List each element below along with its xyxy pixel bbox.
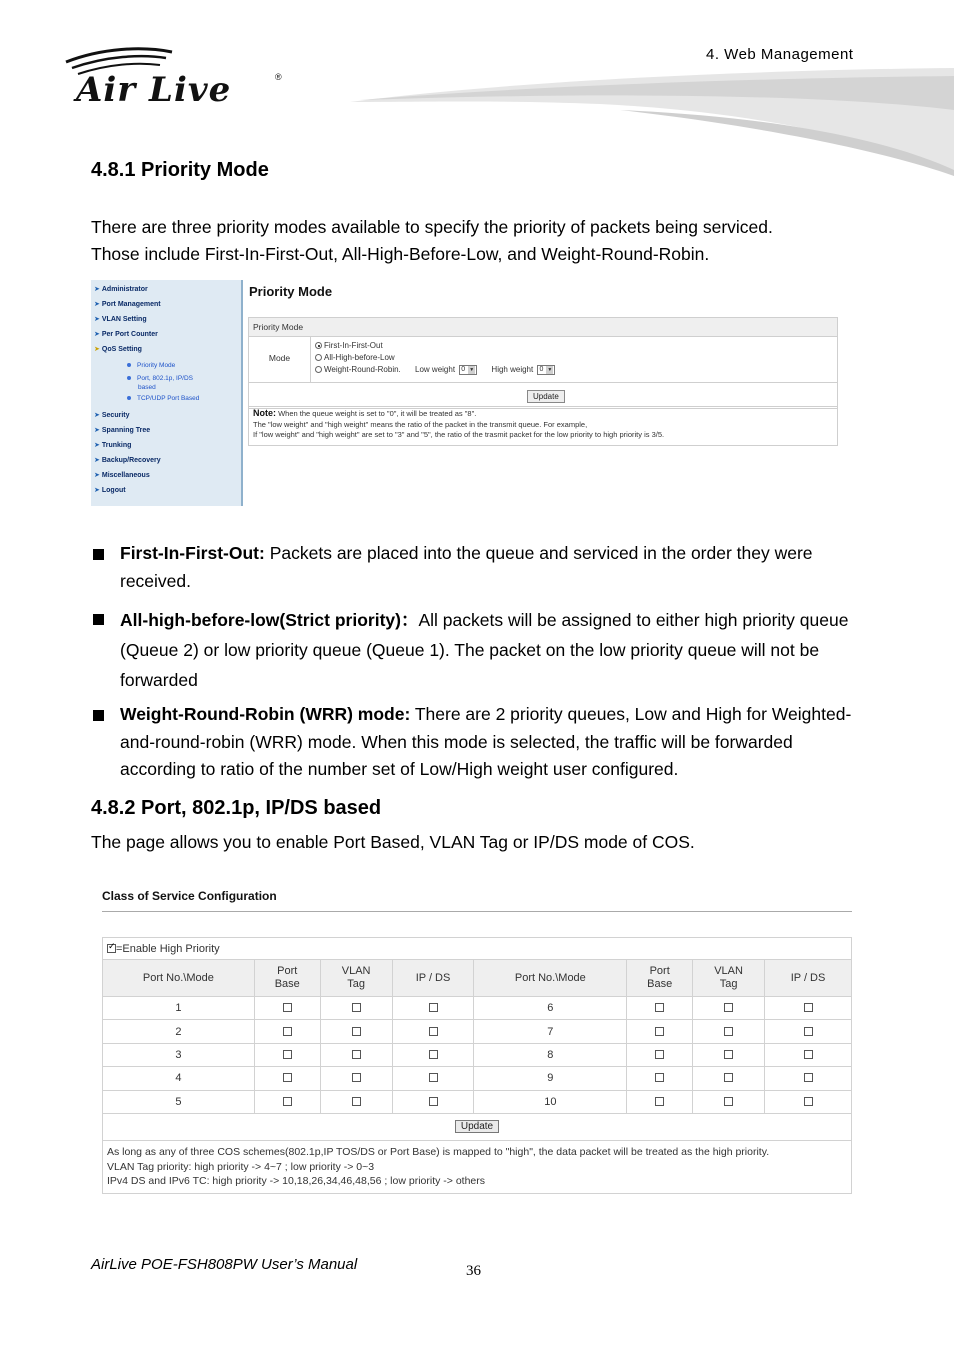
dropdown-arrow-icon: ▼ [547, 366, 553, 373]
nav-item-miscellaneous[interactable]: ➤ Miscellaneous [94, 472, 150, 479]
cos-update-row [103, 1113, 852, 1140]
cos-config-panel [102, 937, 852, 1194]
arrow-icon: ➤ [94, 412, 100, 419]
vlan-tag-checkbox[interactable] [724, 1097, 733, 1106]
cos-config-table [102, 937, 852, 1194]
nav-item-per-port-counter[interactable]: ➤ Per Port Counter [94, 331, 158, 338]
low-weight-label: Low weight [415, 365, 456, 374]
vlan-tag-checkbox[interactable] [724, 1027, 733, 1036]
port-base-checkbox[interactable] [283, 1073, 292, 1082]
nav-item-trunking[interactable]: ➤ Trunking [94, 442, 132, 449]
port-base-checkbox[interactable] [283, 1097, 292, 1106]
header-vlan-tag: VLAN Tag [320, 960, 392, 997]
port-number: 2 [103, 1020, 255, 1043]
header-ip-ds: IP / DS [392, 960, 474, 997]
note-line-2: The "low weight" and "high weight" means the ratio of the packet in the transmit queue. For example, [253, 419, 588, 429]
enable-high-priority-checkbox[interactable] [107, 944, 116, 953]
bullet-wrr-term: Weight-Round-Robin (WRR) mode: [120, 704, 411, 724]
port-base-checkbox[interactable] [283, 1027, 292, 1036]
enable-high-priority-label: =Enable High Priority [116, 942, 220, 955]
port-base-checkbox[interactable] [655, 1050, 664, 1059]
bullet-fifo-desc: Packets are placed into the queue and serviced in the order they were received. [120, 543, 813, 591]
bullet-strict-priority [91, 605, 871, 695]
ip-ds-checkbox[interactable] [804, 1097, 813, 1106]
cos-config-title: Class of Service Configuration [102, 889, 277, 903]
header-port-no: Port No.\Mode [103, 960, 255, 997]
low-weight-select[interactable]: 0 ▼ [459, 365, 477, 375]
arrow-icon: ➤ [94, 346, 100, 353]
priority-mode-note [248, 406, 838, 446]
bullet-fifo [91, 540, 871, 595]
note-label: Note: [253, 408, 276, 418]
port-base-checkbox[interactable] [283, 1050, 292, 1059]
table-row [103, 997, 852, 1020]
cos-note-line-1: As long as any of three COS schemes(802.1p,IP TOS/DS or Port Base) is mapped to "high", the data packet will be treated as the high priority. [107, 1146, 770, 1159]
port-number: 7 [474, 1020, 627, 1043]
footer-manual-title: AirLive POE-FSH808PW User’s Manual [91, 1256, 358, 1273]
port-base-checkbox[interactable] [655, 1027, 664, 1036]
square-bullet-icon [93, 549, 104, 560]
radio-all-high[interactable] [315, 354, 322, 361]
port-number: 8 [474, 1043, 627, 1066]
option-all-high-before-low[interactable]: All-High-before-Low [315, 352, 833, 364]
port-number: 5 [103, 1090, 255, 1113]
nav-item-qos-setting[interactable]: ➤ QoS Setting [94, 346, 142, 353]
ip-ds-checkbox[interactable] [804, 1073, 813, 1082]
nav-sub-tcp-udp[interactable]: TCP/UDP Port Based [127, 395, 199, 402]
nav-item-vlan-setting[interactable]: ➤ VLAN Setting [94, 316, 147, 323]
nav-item-spanning-tree[interactable]: ➤ Spanning Tree [94, 427, 151, 434]
arrow-icon: ➤ [94, 286, 100, 293]
ip-ds-checkbox[interactable] [429, 1003, 438, 1012]
port-base-checkbox[interactable] [283, 1003, 292, 1012]
airlive-logo [62, 44, 292, 114]
nav-sidebar [91, 280, 243, 506]
note-line-3: If "low weight" and "high weight" are set to "3" and "5", the ratio of the trasmit packet for the low priority to high priority is 3/5. [253, 430, 665, 439]
nav-item-administrator[interactable]: ➤ Administrator [94, 286, 148, 293]
header-ip-ds-2: IP / DS [765, 960, 852, 997]
logo-text: Air Live [76, 70, 232, 110]
port-base-checkbox[interactable] [655, 1097, 664, 1106]
chapter-heading: 4. Web Management [706, 46, 854, 63]
high-weight-select[interactable]: 0 ▼ [537, 365, 555, 375]
dropdown-arrow-icon: ▼ [469, 366, 475, 373]
nav-item-security[interactable]: ➤ Security [94, 412, 130, 419]
section2-paragraph: The page allows you to enable Port Based, VLAN Tag or IP/DS mode of COS. [91, 832, 695, 852]
table-header-row [103, 960, 852, 997]
port-base-checkbox[interactable] [655, 1073, 664, 1082]
table-row [103, 1090, 852, 1113]
ip-ds-checkbox[interactable] [429, 1073, 438, 1082]
arrow-icon: ➤ [94, 487, 100, 494]
ip-ds-checkbox[interactable] [804, 1050, 813, 1059]
mode-options [311, 336, 837, 382]
header-port-base: Port Base [254, 960, 320, 997]
priority-mode-page-title: Priority Mode [249, 284, 333, 299]
bullet-icon [127, 376, 131, 380]
logo-registered-mark: ® [275, 72, 282, 82]
nav-item-backup-recovery[interactable]: ➤ Backup/Recovery [94, 457, 161, 464]
bullet-strict-desc: All packets will be assigned to either high priority queue (Queue 2) or low priority queue (Queue 1). The packet on the low priority queue will not be forwarded [120, 610, 849, 690]
nav-item-port-management[interactable]: ➤ Port Management [94, 301, 161, 308]
vlan-tag-checkbox[interactable] [352, 1073, 361, 1082]
nav-item-logout[interactable]: ➤ Logout [94, 487, 126, 494]
priority-mode-form [248, 317, 838, 409]
header-vlan-tag-2: VLAN Tag [693, 960, 765, 997]
vlan-tag-checkbox[interactable] [724, 1003, 733, 1012]
vlan-tag-checkbox[interactable] [352, 1050, 361, 1059]
table-row [103, 1020, 852, 1043]
enable-high-priority-row [103, 938, 852, 960]
option-wrr[interactable]: Weight-Round-Robin. Low weight 0 ▼ High weight 0 ▼ [315, 364, 833, 376]
section-title-priority-mode: 4.8.1 Priority Mode [91, 159, 269, 181]
vlan-tag-checkbox[interactable] [724, 1050, 733, 1059]
arrow-icon: ➤ [94, 331, 100, 338]
vlan-tag-checkbox[interactable] [352, 1097, 361, 1106]
cos-note-line-3: IPv4 DS and IPv6 TC: high priority -> 10,18,26,34,46,48,56 ; low priority -> others [107, 1175, 486, 1188]
priority-mode-screenshot [91, 280, 839, 506]
ip-ds-checkbox[interactable] [804, 1003, 813, 1012]
port-number: 9 [474, 1067, 627, 1090]
intro-paragraph-line-2: Those include First-In-First-Out, All-High-Before-Low, and Weight-Round-Robin. [91, 244, 710, 264]
port-base-checkbox[interactable] [655, 1003, 664, 1012]
bullet-wrr-desc: There are 2 priority queues, Low and High for Weighted-and-round-robin (WRR) mode. When this mode is selected, the traffic will be forwarded according to ratio of the number set of Low/High weight user configured. [120, 704, 852, 779]
table-row [103, 1067, 852, 1090]
footer-page-number: 36 [466, 1263, 481, 1279]
port-number: 10 [474, 1090, 627, 1113]
arrow-icon: ➤ [94, 472, 100, 479]
arrow-icon: ➤ [94, 316, 100, 323]
arrow-icon: ➤ [94, 301, 100, 308]
arrow-icon: ➤ [94, 427, 100, 434]
bullet-icon [127, 363, 131, 367]
vlan-tag-checkbox[interactable] [352, 1003, 361, 1012]
high-weight-label: High weight [491, 365, 534, 374]
vlan-tag-checkbox[interactable] [724, 1073, 733, 1082]
ip-ds-checkbox[interactable] [429, 1097, 438, 1106]
nav-sub-port-8021p[interactable]: Port, 802.1p, IP/DS [127, 375, 193, 382]
priority-update-button[interactable]: Update [527, 390, 565, 403]
header-port-base-2: Port Base [627, 960, 693, 997]
port-number: 4 [103, 1067, 255, 1090]
cos-note-row [103, 1140, 852, 1193]
ip-ds-checkbox[interactable] [804, 1027, 813, 1036]
section-title-port-8021p: 4.8.2 Port, 802.1p, IP/DS based [91, 797, 382, 819]
arrow-icon: ➤ [94, 442, 100, 449]
cos-title-divider [102, 911, 852, 912]
table-row [103, 1043, 852, 1066]
cos-update-button[interactable]: Update [455, 1120, 499, 1133]
nav-sub-priority-mode[interactable]: Priority Mode [127, 362, 175, 369]
radio-fifo[interactable] [315, 342, 322, 349]
ip-ds-checkbox[interactable] [429, 1027, 438, 1036]
priority-mode-box-header: Priority Mode [249, 318, 837, 336]
intro-paragraph-line-1: There are three priority modes available to specify the priority of packets being serviced. [91, 217, 773, 237]
square-bullet-icon [93, 614, 104, 625]
note-line-1: When the queue weight is set to "0", it will be treated as "8". [278, 409, 477, 418]
bullet-fifo-term: First-In-First-Out: [120, 543, 265, 563]
option-fifo[interactable]: First-In-First-Out [315, 340, 833, 352]
nav-sub-based[interactable]: based [138, 384, 156, 391]
bullet-icon [127, 396, 131, 400]
arrow-icon: ➤ [94, 457, 100, 464]
bullet-strict-term: All-high-before-low(Strict priority)： [120, 610, 419, 630]
mode-label: Mode [249, 336, 311, 382]
square-bullet-icon [93, 710, 104, 721]
radio-wrr[interactable] [315, 366, 322, 373]
vlan-tag-checkbox[interactable] [352, 1027, 361, 1036]
bullet-wrr [91, 701, 871, 784]
port-number: 3 [103, 1043, 255, 1066]
port-number: 1 [103, 997, 255, 1020]
ip-ds-checkbox[interactable] [429, 1050, 438, 1059]
header-port-no-2: Port No.\Mode [474, 960, 627, 997]
cos-note-line-2: VLAN Tag priority: high priority -> 4~7 ; low priority -> 0~3 [107, 1160, 375, 1173]
port-number: 6 [474, 997, 627, 1020]
